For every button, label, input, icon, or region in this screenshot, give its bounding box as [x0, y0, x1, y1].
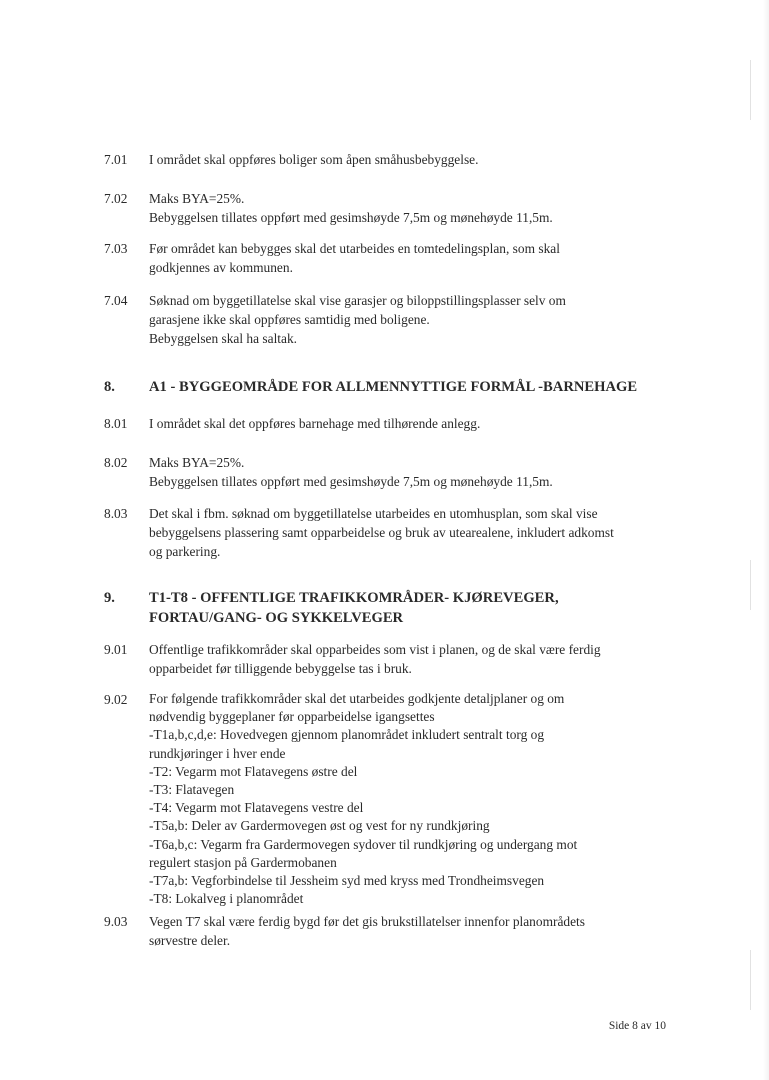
- item-text: opparbeidet før tilliggende bebyggelse tas i bruk.: [149, 661, 412, 676]
- section-item: [104, 239, 679, 277]
- item-number: 9.02: [104, 692, 128, 707]
- section-item: [104, 150, 679, 169]
- heading-text: FORTAU/GANG- OG SYKKELVEGER: [149, 610, 404, 626]
- item-text: Før området kan bebygges skal det utarbeides en tomtedelingsplan, som skal: [149, 241, 560, 256]
- item-number: 7.04: [104, 293, 128, 308]
- item-text: I området skal det oppføres barnehage med tilhørende anlegg.: [149, 416, 481, 431]
- item-text: -T6a,b,c: Vegarm fra Gardermovegen sydover til rundkjøring og undergang mot: [149, 836, 578, 852]
- item-text: I området skal oppføres boliger som åpen småhusbebyggelse.: [149, 152, 479, 167]
- page-number: Side 8 av 10: [608, 1020, 666, 1032]
- item-text: For følgende trafikkområder skal det utarbeides godkjente detaljplaner og om: [149, 691, 565, 706]
- section-item: [104, 453, 679, 491]
- item-number: 9.03: [104, 914, 128, 929]
- item-text: godkjennes av kommunen.: [149, 260, 293, 275]
- item-text: Det skal i fbm. søknad om byggetillatelse utarbeides en utomhusplan, som skal vise: [149, 506, 598, 521]
- item-text: og parkering.: [149, 544, 221, 559]
- item-text: Vegen T7 skal være ferdig bygd før det gis brukstillatelser innenfor planområdets: [149, 914, 585, 929]
- item-text: regulert stasjon på Gardermobanen: [149, 854, 337, 870]
- section-item: [104, 912, 679, 950]
- section-item: [104, 504, 679, 561]
- item-text: -T3: Flatavegen: [149, 782, 235, 798]
- scan-edge: [763, 0, 769, 1080]
- section-heading: [104, 588, 709, 628]
- item-text: rundkjøringer i hver ende: [149, 745, 286, 761]
- item-number: 9.01: [104, 642, 128, 657]
- item-text: bebyggelsens plassering samt opparbeidelse og bruk av utearealene, inkludert adkomst: [149, 525, 614, 540]
- item-text: Bebyggelsen tillates oppført med gesimshøyde 7,5m og mønehøyde 11,5m.: [149, 210, 553, 225]
- scan-mark: [750, 560, 751, 610]
- heading-text: A1 - BYGGEOMRÅDE FOR ALLMENNYTTIGE FORMÅL -BARNEHAGE: [149, 379, 638, 395]
- item-number: 7.03: [104, 241, 128, 256]
- item-text: Offentlige trafikkområder skal opparbeides som vist i planen, og de skal være ferdig: [149, 642, 601, 657]
- item-text: -T4: Vegarm mot Flatavegens vestre del: [149, 800, 364, 816]
- item-number: 7.02: [104, 191, 128, 206]
- heading-number: 8.: [104, 379, 115, 395]
- item-text: Maks BYA=25%.: [149, 455, 245, 470]
- item-number: 7.01: [104, 152, 128, 167]
- item-number: 8.02: [104, 455, 128, 470]
- item-text: -T1a,b,c,d,e: Hovedvegen gjennom planområdet inkludert sentralt torg og: [149, 727, 545, 743]
- scan-mark: [750, 60, 751, 120]
- item-text: garasjene ikke skal oppføres samtidig med boligene.: [149, 312, 430, 327]
- item-text: Bebyggelsen skal ha saltak.: [149, 331, 298, 346]
- item-number: 8.01: [104, 416, 128, 431]
- section-item: [104, 291, 679, 348]
- item-text: -T2: Vegarm mot Flatavegens østre del: [149, 763, 358, 779]
- item-text: Maks BYA=25%.: [149, 191, 245, 206]
- item-text: sørvestre deler.: [149, 933, 231, 948]
- item-text: Bebyggelsen tillates oppført med gesimshøyde 7,5m og mønehøyde 11,5m.: [149, 474, 553, 489]
- section-item: [104, 690, 679, 908]
- item-text: Søknad om byggetillatelse skal vise garasjer og biloppstillingsplasser selv om: [149, 293, 566, 308]
- section-item: [104, 414, 679, 433]
- heading-text: T1-T8 - OFFENTLIGE TRAFIKKOMRÅDER- KJØREVEGER,: [149, 590, 559, 606]
- heading-number: 9.: [104, 590, 115, 606]
- scan-mark: [750, 950, 751, 1010]
- item-text: nødvendig byggeplaner før opparbeidelse igangsettes: [149, 709, 435, 725]
- item-text: -T7a,b: Vegforbindelse til Jessheim syd med kryss med Trondheimsvegen: [149, 873, 545, 889]
- item-text: -T5a,b: Deler av Gardermovegen øst og vest for ny rundkjøring: [149, 818, 490, 834]
- section-item: [104, 189, 679, 227]
- section-heading: [104, 377, 709, 397]
- section-item: [104, 640, 679, 678]
- item-number: 8.03: [104, 506, 128, 521]
- item-text: -T8: Lokalveg i planområdet: [149, 891, 304, 907]
